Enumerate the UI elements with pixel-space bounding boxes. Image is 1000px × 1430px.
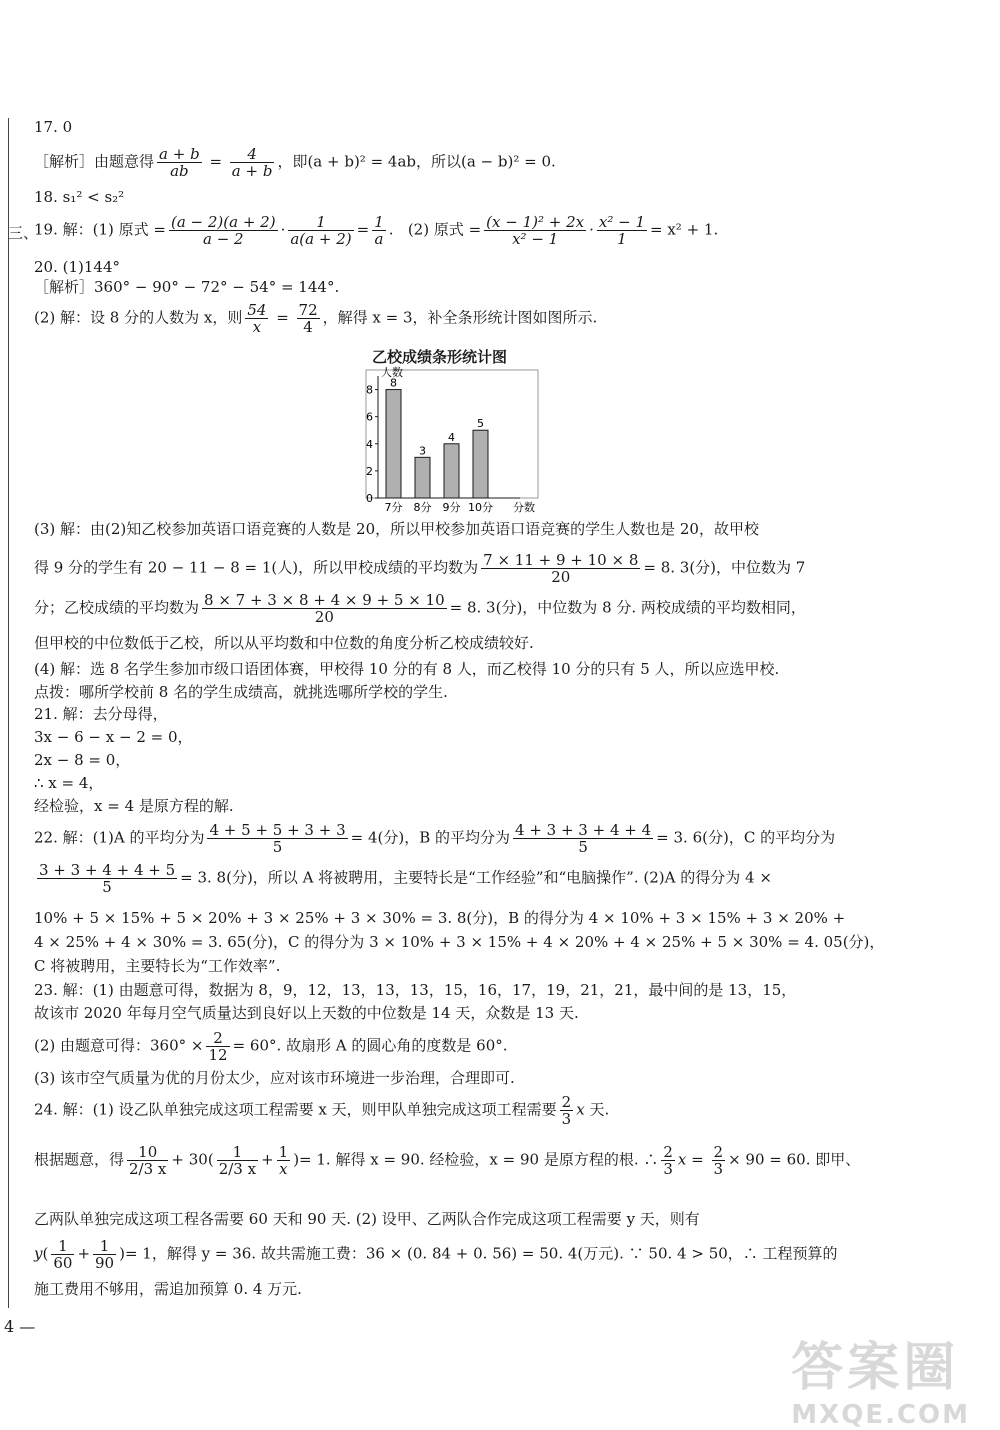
bar-0 (386, 390, 401, 498)
answer-17-analysis: ［解析］由题意得 $\frac{a + b}{ab}$ = $\frac{4}{a + b}$ ，即(a + b)² = 4ab，所以(a − b)² = 0. (34, 145, 556, 180)
x-axis-label: 分数 (513, 501, 535, 514)
answer-21-a: 21. 解：去分母得， (34, 705, 168, 723)
data-label-2: 4 (448, 430, 455, 444)
answer-23-d: (3) 该市空气质量为优的月份太少，应对该市环境进一步治理，合理即可. (34, 1069, 515, 1087)
data-label-3: 5 (477, 417, 484, 431)
x-tick-label-3: 10分 (468, 501, 493, 514)
answer-20-1: 20. (1)144° (34, 258, 121, 276)
answer-20-3d: 但甲校的中位数低于乙校，所以从平均数和中位数的角度分析乙校成绩较好. (34, 634, 534, 652)
x-tick-label-1: 8分 (413, 501, 432, 514)
bar-2 (444, 444, 459, 498)
answer-22-b: $\frac{3 + 3 + 4 + 4 + 5}{5}$ = 3. 8(分)，所以 A 将被聘用，主要特长是“工作经验”和“电脑操作”. (2)A 的得分为 4 × (39, 861, 772, 896)
bar-3 (473, 430, 488, 498)
answer-23-a: 23. 解：(1) 由题意可得，数据为 8，9，12，13，13，13，15，16，17，19，21，21，最中间的是 13，15， (34, 981, 797, 999)
tip-text: 点拨：哪所学校前 8 名的学生成绩高，就挑选哪所学校的学生. (34, 683, 448, 701)
answer-23-b: 故该市 2020 年每月空气质量达到良好以上天数的中位数是 14 天，众数是 13 天. (34, 1004, 579, 1022)
page-number: 4 — (4, 1317, 36, 1336)
section-three-label: 三、 (8, 224, 39, 242)
answer-22-d: 4 × 25% + 4 × 30% = 3. 65(分)，C 的得分为 3 × 10% + 3 × 15% + 4 × 20% + 4 × 25% + 5 × 30% = 4. 05(分)， (34, 933, 885, 951)
answer-23-c: (2) 由题意可得：360° × $\frac{2}{12}$ = 60°. 故扇形 A 的圆心角的度数是 60°. (34, 1029, 508, 1064)
answer-22-e: C 将被聘用，主要特长为“工作效率”. (34, 957, 281, 975)
y-tick-label-2: 4 (366, 437, 373, 451)
answer-20-4: (4) 解：选 8 名学生参加市级口语团体赛，甲校得 10 分的有 8 人，而乙校得 10 分的只有 5 人，所以应选甲校. (34, 660, 780, 678)
answer-17: 17. 0 (34, 118, 73, 136)
answer-20-3c: 分；乙校成绩的平均数为 $\frac{8 \times 7 + 3 \times 8 + 4 \times 9 + 5 \times 10}{20}$ = 8. 3(分)，中位数为 8 分. 两校成绩的平均数相同， (34, 591, 806, 626)
answer-24-e: 施工费用不够用，需追加预算 0. 4 万元. (34, 1280, 302, 1298)
margin-rule (8, 118, 9, 1308)
y-tick-label-3: 6 (366, 410, 373, 424)
answer-18: 18. s₁² < s₂² (34, 188, 125, 206)
bar-1 (415, 457, 430, 498)
answer-21-c: 2x − 8 = 0， (34, 751, 131, 769)
answer-19: 19. 解：(1) 原式 = $\frac{(a - 2)(a + 2)}{a - 2}$ · $\frac{1}{a(a + 2)}$ = $\frac{1}{a}$ . (2) 原式 = $\frac{\text{(x − 1)² + 2x}}{\text{x² − 1}}$ · $\frac{\text{x² − 1}}{1}$ = x² + 1. (34, 213, 719, 248)
answer-24-c: 乙两队单独完成这项工程各需要 60 天和 90 天. (2) 设甲、乙两队合作完成这项工程需要 y 天，则有 (34, 1210, 700, 1228)
watermark-logo: 答案圈 MXQE.COM (791, 1338, 970, 1430)
answer-21-b: 3x − 6 − x − 2 = 0， (34, 728, 193, 746)
answer-20-analysis: ［解析］360° − 90° − 72° − 54° = 144°. (34, 278, 340, 296)
y-tick-label-4: 8 (366, 383, 373, 397)
data-label-1: 3 (419, 444, 426, 458)
y-tick-label-0: 0 (366, 492, 373, 505)
answer-24-d: y( $\frac{1}{60}$ + $\frac{1}{90}$ )= 1，解得 y = 36. 故共需施工费：36 × (0. 84 + 0. 56) = 50. 4(万元). ∵ 50. 4 > 50，∴ 工程预算的 (34, 1237, 838, 1272)
answer-22-c: 10% + 5 × 15% + 5 × 20% + 3 × 25% + 3 × 30% = 3. 8(分)，B 的得分为 4 × 10% + 3 × 15% + 3 × 20% + (34, 909, 846, 927)
answer-21-e: 经检验，x = 4 是原方程的解. (34, 797, 234, 815)
bar-chart (350, 366, 550, 516)
data-label-0: 8 (390, 376, 397, 390)
chart-title: 乙校成绩条形统计图 (371, 348, 507, 366)
x-tick-label-2: 9分 (442, 501, 461, 514)
answer-20-3a: (3) 解：由(2)知乙校参加英语口语竞赛的人数是 20，所以甲校参加英语口语竞赛的学生人数也是 20，故甲校 (34, 520, 759, 538)
answer-21-d: ∴ x = 4， (34, 774, 104, 792)
x-tick-label-0: 7分 (384, 501, 403, 514)
answer-24-a: 24. 解：(1) 设乙队单独完成这项工程需要 x 天，则甲队单独完成这项工程需要 $\frac{2}{3}$ x 天. (34, 1093, 610, 1128)
y-axis-label: 人数 (381, 366, 403, 379)
y-tick-label-1: 2 (366, 464, 373, 478)
answer-20-3b: 得 9 分的学生有 20 − 11 − 8 = 1(人)，所以甲校成绩的平均数为 $\frac{7 \times 11 + 9 + 10 \times 8}{20}$ = 8. 3(分)，中位数为 7 (34, 551, 806, 586)
answer-22-a: 22. 解：(1)A 的平均分为 $\frac{4 + 5 + 5 + 3 + 3}{5}$ = 4(分)，B 的平均分为 $\frac{4 + 3 + 3 + 4 + 4}{5}$ = 3. 6(分)，C 的平均分为 (34, 821, 836, 856)
answer-24-b: 根据题意，得 $\frac{10}{2/3 x}$ + 30( $\frac{1}{2/3 x}$ + $\frac{1}{x}$ )= 1. 解得 x = 90. 经检验，x = 90 是原方程的根. ∴ $\frac{2}{3}$ x = $\frac{2}{3}$ × 90 = 60. 即甲、 (34, 1143, 861, 1178)
answer-20-2: (2) 解：设 8 分的人数为 x，则 $\frac{54}{x}$ = $\frac{72}{4}$ ，解得 x = 3，补全条形统计图如图所示. (34, 301, 598, 336)
